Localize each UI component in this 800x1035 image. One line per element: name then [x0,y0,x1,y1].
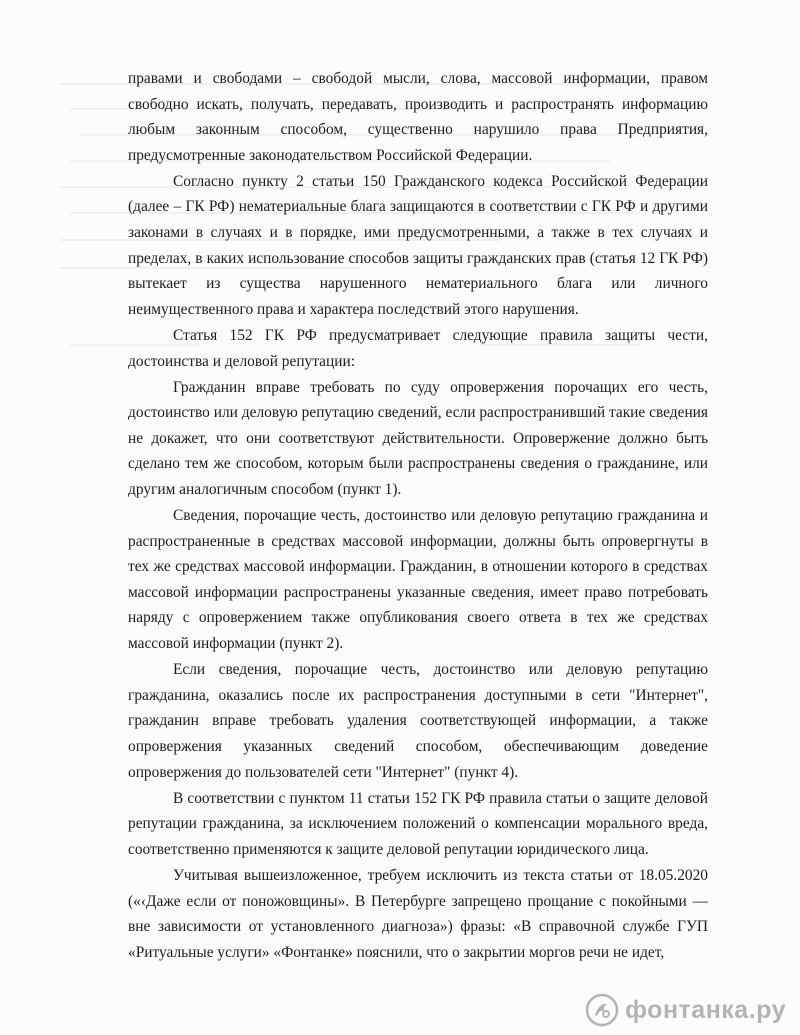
paragraph: Если сведения, порочащие честь, достоинство или деловую репутацию гражданина, оказались после их распространения доступными в сети "Интернет", гражданин вправе требовать удаления соответствующей информации, а также опровержения указанных сведений способом, обеспечивающим доведение опровержения до пользователей сети "Интернет" (пункт 4). [128,661,708,781]
fontanka-logo-icon [585,993,619,1027]
paragraph: Статья 152 ГК РФ предусматривает следующие правила защиты чести, достоинства и деловой репутации: [128,326,708,370]
paragraph: Согласно пункту 2 статьи 150 Гражданского кодекса Российской Федерации (далее – ГК РФ) нематериальные блага защищаются в соответствии с ГК РФ и другими законами в случаях и в порядке, ими предусмотренными, а также в тех случаях и пределах, в каких использование способов защиты гражданских прав (статья 12 ГК РФ) вытекает из существа нарушенного нематериального блага или личного неимущественного права и характера последствий этого нарушения. [128,172,708,318]
paragraph: правами и свободами – свободой мысли, слова, массовой информации, правом свободно искать, получать, передавать, производить и распространять информацию любым законным способом, существенно нарушило права Предприятия, предусмотренные законодательством Российской Федерации. [128,70,708,164]
watermark-text: фонтанка.ру [625,995,786,1024]
paragraph: Сведения, порочащие честь, достоинство или деловую репутацию гражданина и распространенные в средствах массовой информации, должны быть опровергнуты в тех же средствах массовой информации. Гражданин, в отношении которого в средствах массовой информации распространены указанные сведения, имеет право потребовать наряду с опровержением также опубликования своего ответа в тех же средствах массовой информации (пункт 2). [128,507,708,653]
paragraph: Учитывая вышеизложенное, требуем исключить из текста статьи от 18.05.2020 («‹Даже если от поножовщины». В Петербурге запрещено прощание с покойными — вне зависимости от установленного диагноза») фразы: «В справочной службе ГУП «Ритуальные услуги» «Фонтанке» пояснили, что о закрытии моргов речи не идет, [128,866,708,961]
watermark [585,993,786,1027]
document-body [128,66,708,966]
paragraph: Гражданин вправе требовать по суду опровержения порочащих его честь, достоинство или деловую репутацию сведений, если распространивший такие сведения не докажет, что они соответствуют действительности. Опровержение должно быть сделано тем же способом, которым были распространены сведения о гражданине, или другим аналогичным способом (пункт 1). [128,378,708,498]
paragraph: В соответствии с пунктом 11 статьи 152 ГК РФ правила статьи о защите деловой репутации гражданина, за исключением положений о компенсации морального вреда, соответственно применяются к защите деловой репутации юридического лица. [128,789,708,858]
